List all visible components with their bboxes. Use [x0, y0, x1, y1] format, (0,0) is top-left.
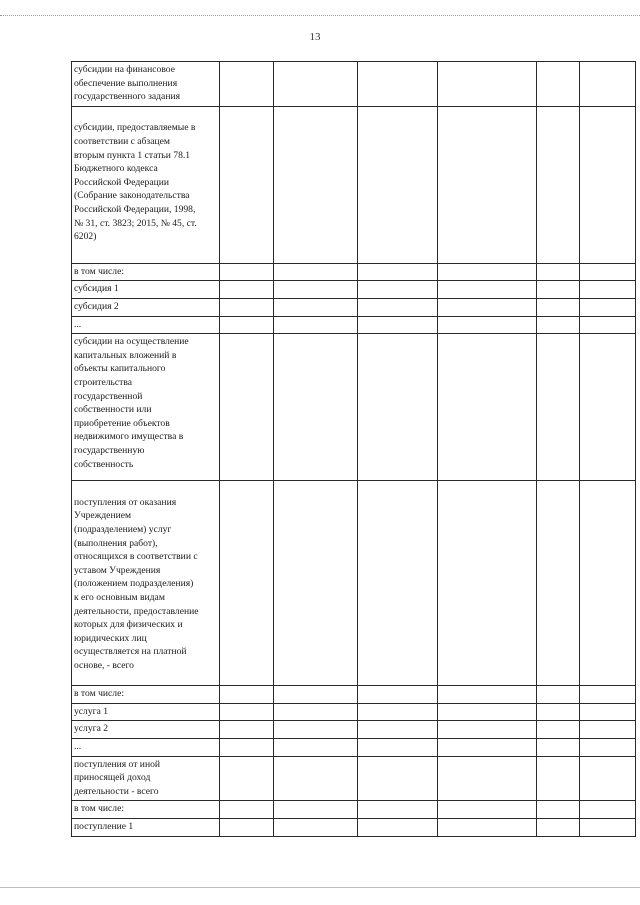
table-cell — [358, 316, 438, 334]
table-cell — [438, 738, 537, 756]
table-row — [72, 334, 636, 481]
table-cell — [358, 818, 438, 836]
table-cell — [220, 721, 274, 739]
table-cell — [580, 298, 636, 316]
table-cell — [274, 334, 358, 481]
row-label: поступления от иной приносящей доход деятельности - всего — [72, 756, 220, 801]
row-label: услуга 2 — [72, 721, 220, 739]
table-cell — [580, 106, 636, 263]
table-cell — [358, 298, 438, 316]
page-number: 13 — [309, 31, 321, 43]
table-cell — [358, 703, 438, 721]
table-cell — [220, 801, 274, 819]
table-cell — [274, 298, 358, 316]
table-cell — [580, 703, 636, 721]
table-row — [72, 316, 636, 334]
table-cell — [274, 62, 358, 107]
row-label: субсидия 1 — [72, 281, 220, 299]
table-row — [72, 281, 636, 299]
table-cell — [274, 703, 358, 721]
table-cell — [220, 703, 274, 721]
table-cell — [537, 703, 580, 721]
table-cell — [580, 756, 636, 801]
table-cell — [220, 481, 274, 686]
table-cell — [438, 703, 537, 721]
table-cell — [220, 738, 274, 756]
table-cell — [438, 263, 537, 281]
table-cell — [220, 106, 274, 263]
table-cell — [537, 316, 580, 334]
table-cell — [274, 721, 358, 739]
table-cell — [580, 738, 636, 756]
table-cell — [580, 481, 636, 686]
table-cell — [220, 298, 274, 316]
row-label: поступление 1 — [72, 818, 220, 836]
scan-edge-bottom — [0, 887, 640, 888]
table-row — [72, 298, 636, 316]
row-label: услуга 1 — [72, 703, 220, 721]
table-cell — [358, 281, 438, 299]
table-row — [72, 703, 636, 721]
table-row — [72, 263, 636, 281]
table-cell — [438, 106, 537, 263]
table-cell — [438, 281, 537, 299]
table-cell — [580, 334, 636, 481]
row-label: субсидии, предоставляемые в соответствии с абзацем вторым пункта 1 статьи 78.1 Бюджетного кодекса Российской Федерации (Собрание законодательства Российской Федерации, 1998, № 31, ст. 3823; 2015, № 45, ст. 6202) — [72, 106, 220, 263]
table-cell — [220, 686, 274, 704]
table-row — [72, 686, 636, 704]
table-cell — [220, 818, 274, 836]
table-cell — [274, 686, 358, 704]
table-row — [72, 801, 636, 819]
table-row — [72, 106, 636, 263]
table-cell — [220, 334, 274, 481]
table-cell — [358, 481, 438, 686]
table-cell — [438, 298, 537, 316]
table-cell — [580, 801, 636, 819]
table-cell — [580, 721, 636, 739]
table-cell — [358, 334, 438, 481]
table-cell — [537, 721, 580, 739]
table-cell — [358, 686, 438, 704]
table-cell — [358, 756, 438, 801]
table-cell — [274, 281, 358, 299]
budget-receipts-table — [71, 61, 636, 837]
table-cell — [438, 316, 537, 334]
table-cell — [358, 721, 438, 739]
table-cell — [438, 686, 537, 704]
table-cell — [438, 481, 537, 686]
table-cell — [580, 818, 636, 836]
row-label: поступления от оказания Учреждением (подразделением) услуг (выполнения работ), относящихся в соответствии с уставом Учреждения (положением подразделения) к его основным видам деятельности, предоставление которых для физических и юридических лиц осуществляется на платной основе, - всего — [72, 481, 220, 686]
table-cell — [220, 756, 274, 801]
table-cell — [274, 106, 358, 263]
table-cell — [438, 756, 537, 801]
table-cell — [580, 62, 636, 107]
table-row — [72, 721, 636, 739]
table-cell — [274, 756, 358, 801]
table-cell — [438, 801, 537, 819]
table-cell — [274, 263, 358, 281]
table-cell — [438, 721, 537, 739]
table-cell — [537, 106, 580, 263]
row-label: в том числе: — [72, 686, 220, 704]
table-cell — [220, 281, 274, 299]
table-cell — [537, 818, 580, 836]
table-cell — [358, 801, 438, 819]
table-cell — [580, 263, 636, 281]
table-cell — [580, 281, 636, 299]
table-row — [72, 62, 636, 107]
table-row — [72, 481, 636, 686]
table-cell — [537, 738, 580, 756]
table-cell — [537, 62, 580, 107]
table-cell — [438, 62, 537, 107]
scan-edge-top — [0, 15, 640, 16]
table-cell — [580, 316, 636, 334]
table-cell — [580, 686, 636, 704]
table-cell — [274, 316, 358, 334]
table-cell — [537, 801, 580, 819]
table-cell — [358, 106, 438, 263]
table-cell — [274, 481, 358, 686]
table-cell — [220, 263, 274, 281]
row-label: в том числе: — [72, 263, 220, 281]
row-label: ... — [72, 316, 220, 334]
table-cell — [537, 334, 580, 481]
table-cell — [274, 801, 358, 819]
table-cell — [358, 738, 438, 756]
table-cell — [537, 756, 580, 801]
row-label: субсидии на финансовое обеспечение выполнения государственного задания — [72, 62, 220, 107]
table-cell — [537, 281, 580, 299]
table-cell — [274, 818, 358, 836]
table-row — [72, 818, 636, 836]
table-cell — [220, 316, 274, 334]
table-cell — [537, 686, 580, 704]
table-cell — [438, 818, 537, 836]
table-cell — [537, 263, 580, 281]
table-cell — [220, 62, 274, 107]
row-label: субсидия 2 — [72, 298, 220, 316]
row-label: в том числе: — [72, 801, 220, 819]
table-row — [72, 738, 636, 756]
table-cell — [438, 334, 537, 481]
table-cell — [537, 481, 580, 686]
row-label: субсидии на осуществление капитальных вложений в объекты капитального строительства государственной собственности или приобретение объектов недвижимого имущества в государственную собственность — [72, 334, 220, 481]
table-cell — [274, 738, 358, 756]
table-cell — [358, 62, 438, 107]
table-row — [72, 756, 636, 801]
row-label: ... — [72, 738, 220, 756]
table-cell — [358, 263, 438, 281]
table-cell — [537, 298, 580, 316]
